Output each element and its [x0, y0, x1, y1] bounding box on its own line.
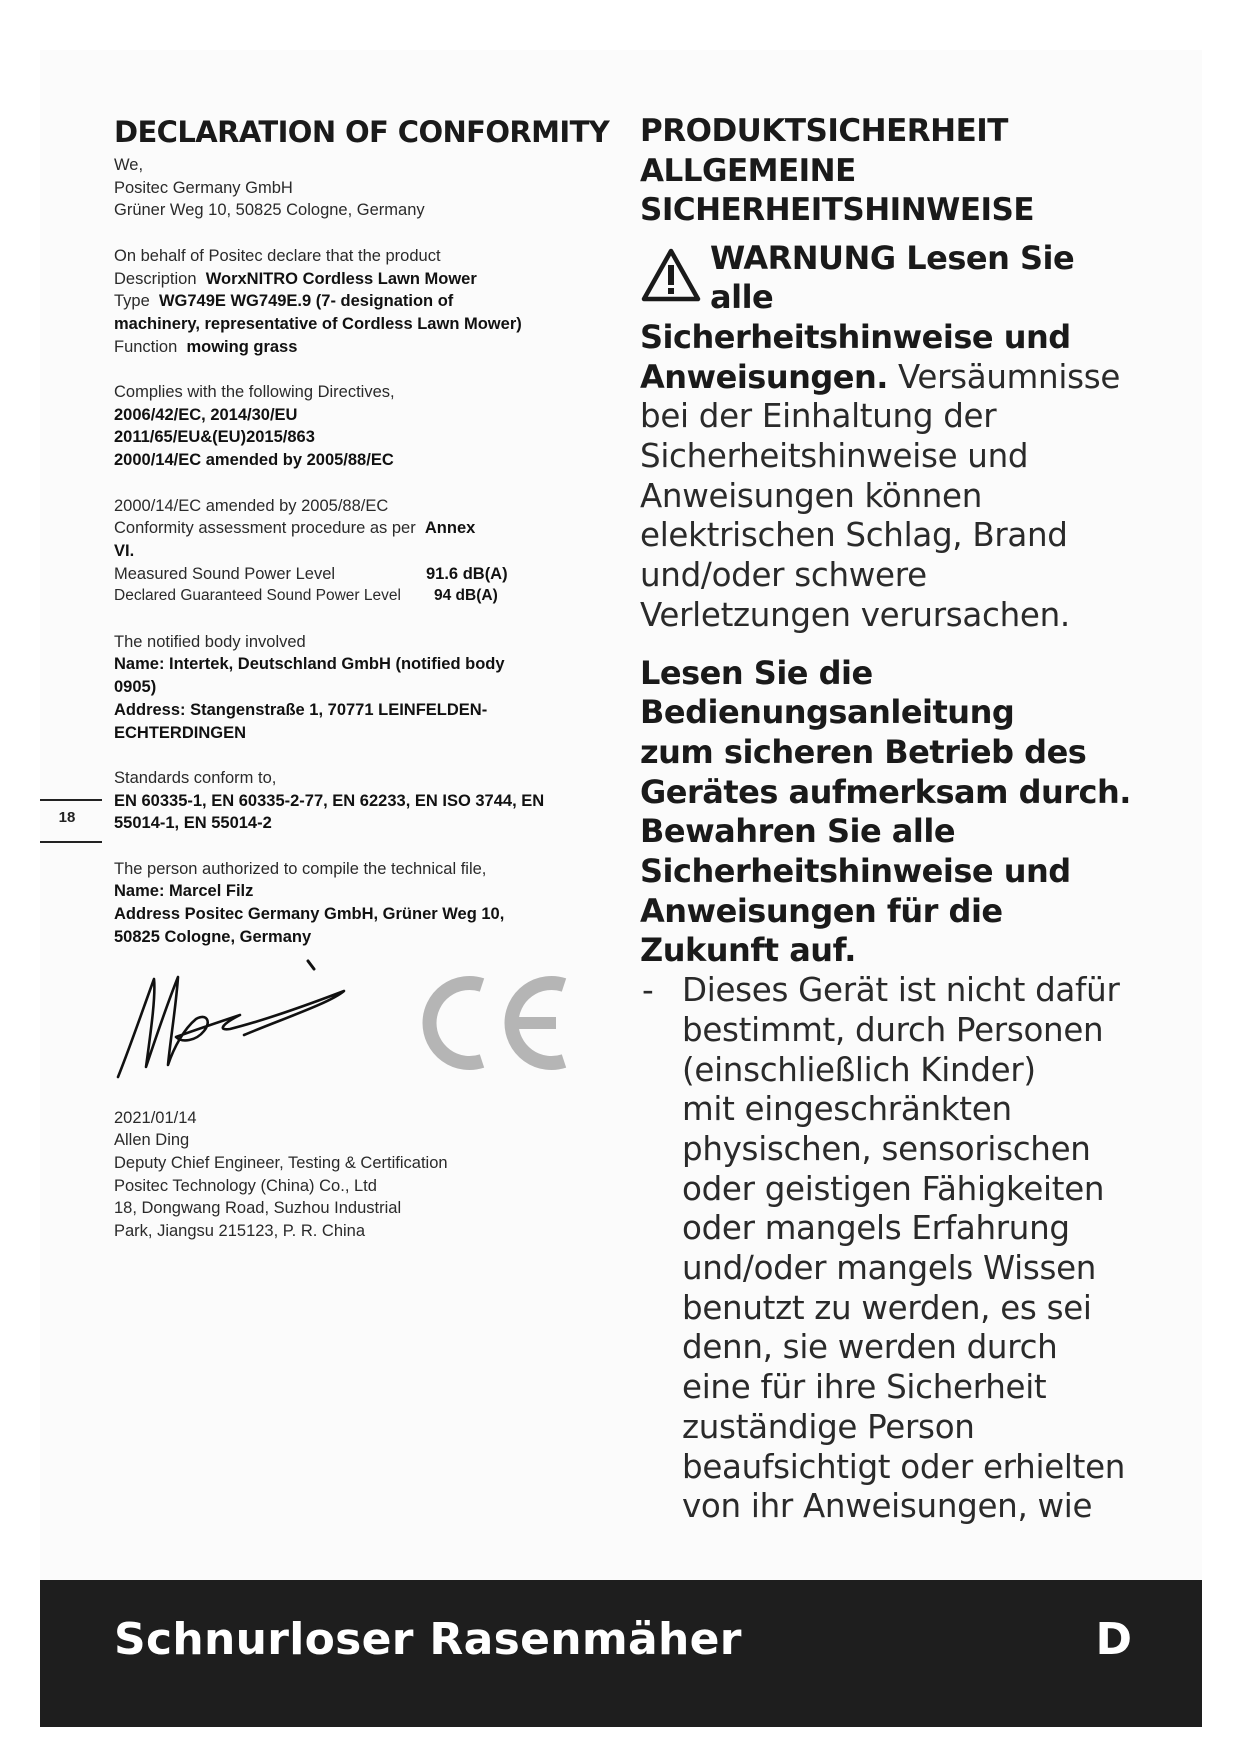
signer-company: Positec Technology (China) Co., Ltd — [114, 1176, 377, 1195]
bullet-line: oder mangels Erfahrung — [682, 1209, 1070, 1248]
read-line: Zukunft auf. — [640, 931, 856, 970]
bullet-dash: - — [642, 971, 654, 1010]
assessment-line — [114, 517, 614, 540]
signer-name: Allen Ding — [114, 1131, 190, 1150]
bullet-line: bestimmt, durch Personen — [682, 1010, 1104, 1049]
notified-intro: The notified body involved — [114, 632, 306, 651]
function-value: mowing grass — [186, 337, 298, 356]
authorized-address-cont: 50825 Cologne, Germany — [114, 927, 312, 946]
read-instructions-block — [640, 654, 1150, 972]
assessment-annex-cont: VI. — [114, 541, 135, 560]
handwritten-signature — [112, 957, 362, 1087]
read-line: Bedienungsanleitung — [640, 693, 1015, 732]
warning-line: WARNUNG Lesen Sie — [710, 238, 1075, 277]
warning-line: Sicherheitshinweise und — [640, 317, 1071, 356]
bullet-line: mit eingeschränkten — [682, 1090, 1012, 1129]
signer-address-cont: Park, Jiangsu 215123, P. R. China — [114, 1222, 366, 1241]
declaration-column — [114, 112, 614, 1243]
warning-bold: Anweisungen. — [640, 357, 888, 396]
read-line: Gerätes aufmerksam durch. — [640, 772, 1131, 811]
read-line: Sicherheitshinweise und — [640, 852, 1071, 891]
bullet-line: zuständige Person — [682, 1407, 975, 1446]
footer-title: Schnurloser Rasenmäher — [114, 1614, 742, 1665]
warning-normal: Versäumnisse — [887, 357, 1121, 396]
directive-item: 2000/14/EC amended by 2005/88/EC — [114, 451, 394, 470]
page-number-rule-bottom — [40, 841, 102, 843]
bullet-line: beaufsichtigt oder erhielten — [682, 1447, 1126, 1486]
safety-heading: SICHERHEITSHINWEISE — [640, 192, 1035, 228]
bullet-line: von ihr Anweisungen, wie — [682, 1487, 1093, 1526]
warning-line: Verletzungen verursachen. — [640, 595, 1070, 634]
bullet-line: oder geistigen Fähigkeiten — [682, 1169, 1105, 1208]
amended-line: 2000/14/EC amended by 2005/88/EC — [114, 496, 389, 515]
type-line — [114, 290, 614, 313]
signature-area — [114, 957, 614, 1107]
authorized-name: Name: Marcel Filz — [114, 882, 254, 901]
footer-language: D — [1095, 1614, 1132, 1665]
bullet-item — [640, 971, 1150, 1527]
warning-line: alle — [710, 278, 774, 317]
company-line: Positec Germany GmbH — [114, 178, 293, 197]
measured-label: Measured Sound Power Level — [114, 564, 336, 583]
measured-value: 91.6 dB(A) — [426, 564, 508, 583]
warning-triangle-icon — [640, 247, 702, 305]
read-line: Bewahren Sie alle — [640, 812, 956, 851]
directive-item: 2011/65/EU&(EU)2015/863 — [114, 428, 315, 447]
declared-value: 94 dB(A) — [434, 587, 498, 605]
declared-label: Declared Guaranteed Sound Power Level — [114, 587, 401, 605]
warning-line: Sicherheitshinweise und — [640, 437, 1029, 476]
bullet-line: und/oder mangels Wissen — [682, 1249, 1097, 1288]
function-label: Function — [114, 337, 178, 356]
bullet-line: benutzt zu werden, es sei — [682, 1288, 1092, 1327]
notified-name: Name: Intertek, Deutschland GmbH (notified body — [114, 655, 505, 674]
read-line: Lesen Sie die — [640, 653, 873, 692]
safety-heading: ALLGEMEINE — [640, 152, 856, 189]
ce-mark — [404, 971, 574, 1075]
declared-sound-line — [114, 585, 614, 608]
description-label: Description — [114, 269, 197, 288]
standards-intro: Standards conform to, — [114, 768, 277, 787]
bullet-line: eine für ihre Sicherheit — [682, 1368, 1047, 1407]
standards-list-cont: 55014-1, EN 55014-2 — [114, 814, 272, 833]
warning-line — [640, 358, 1150, 398]
page-number-rule-top — [40, 799, 102, 801]
assessment-text: Conformity assessment procedure as per — [114, 519, 416, 538]
description-value: WorxNITRO Cordless Lawn Mower — [205, 269, 477, 288]
standards-list: EN 60335-1, EN 60335-2-77, EN 62233, EN ISO 3744, EN — [114, 791, 545, 810]
type-value-cont: machinery, representative of Cordless Lawn Mower) — [114, 314, 522, 333]
description-line — [114, 268, 614, 291]
notified-address: Address: Stangenstraße 1, 70771 LEINFELDEN- — [114, 700, 488, 719]
notified-address-cont: ECHTERDINGEN — [114, 723, 247, 742]
safety-column — [640, 112, 1150, 1527]
behalf-line: On behalf of Positec declare that the product — [114, 246, 441, 265]
signature-date: 2021/01/14 — [114, 1108, 197, 1127]
authorized-intro: The person authorized to compile the technical file, — [114, 859, 487, 878]
signer-title: Deputy Chief Engineer, Testing & Certification — [114, 1153, 448, 1172]
directive-item: 2006/42/EC, 2014/30/EU — [114, 405, 298, 424]
bullet-line: physischen, sensorischen — [682, 1129, 1091, 1168]
bullet-line: (einschließlich Kinder) — [682, 1050, 1036, 1089]
bullet-text — [682, 971, 1150, 1527]
safety-heading: PRODUKTSICHERHEIT — [640, 113, 1008, 149]
read-line: Anweisungen für die — [640, 891, 1003, 930]
warning-line: und/oder schwere — [640, 556, 927, 595]
warning-line: Anweisungen können — [640, 476, 983, 515]
warning-line: bei der Einhaltung der — [640, 397, 997, 436]
bullet-line: denn, sie werden durch — [682, 1328, 1058, 1367]
we-line: We, — [114, 156, 144, 174]
bullet-line: Dieses Gerät ist nicht dafür — [682, 971, 1120, 1010]
read-line: zum sicheren Betrieb des — [640, 732, 1087, 771]
warning-line: elektrischen Schlag, Brand — [640, 516, 1068, 555]
signer-address: 18, Dongwang Road, Suzhou Industrial — [114, 1199, 402, 1218]
directives-intro: Complies with the following Directives, — [114, 383, 395, 401]
page-number: 18 — [58, 809, 76, 826]
notified-name-cont: 0905) — [114, 678, 157, 697]
assessment-annex: Annex — [424, 519, 476, 538]
function-line — [114, 336, 614, 359]
warning-block — [640, 239, 1150, 636]
footer-bar — [40, 1580, 1202, 1727]
company-address: Grüner Weg 10, 50825 Cologne, Germany — [114, 201, 425, 220]
type-value: WG749E WG749E.9 (7- designation of — [158, 292, 454, 311]
measured-sound-line — [114, 563, 614, 586]
authorized-address: Address Positec Germany GmbH, Grüner Weg 10, — [114, 905, 505, 924]
declaration-title: DECLARATION OF CONFORMITY — [114, 115, 610, 149]
type-label: Type — [114, 292, 150, 311]
